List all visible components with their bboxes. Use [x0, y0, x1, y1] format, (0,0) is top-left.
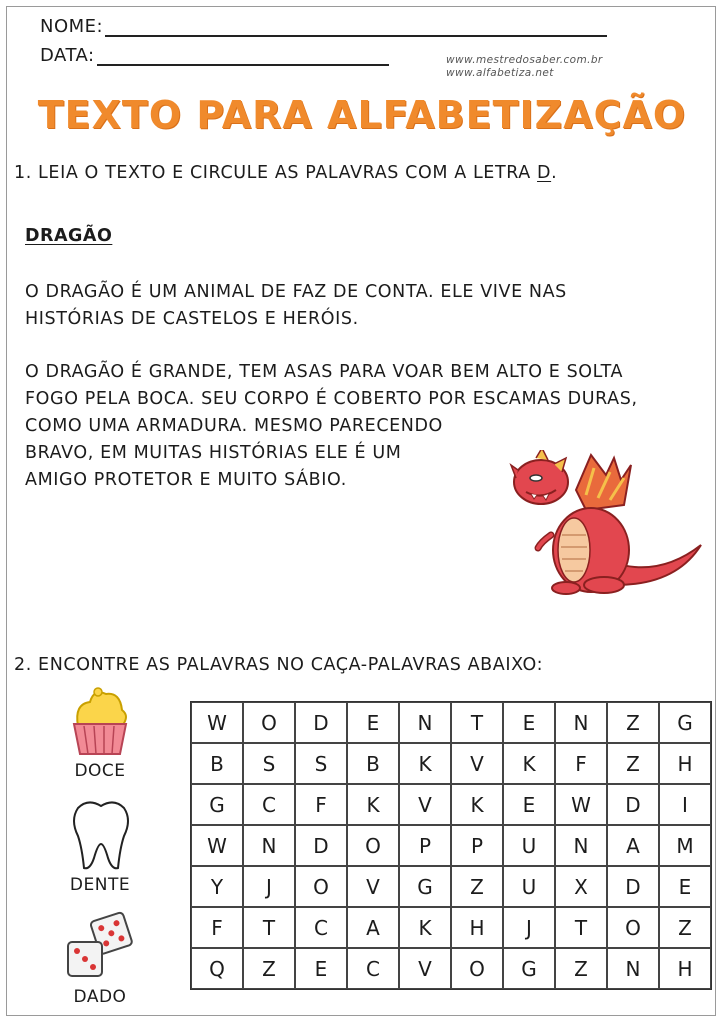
grid-cell[interactable]: V [451, 743, 503, 784]
page-title: TEXTO PARA ALFABETIZAÇÃO [37, 93, 687, 137]
grid-cell[interactable]: S [295, 743, 347, 784]
grid-cell[interactable]: Z [607, 702, 659, 743]
story-line: AMIGO PROTETOR E MUITO SÁBIO. [25, 470, 347, 490]
grid-cell[interactable]: T [451, 702, 503, 743]
grid-cell[interactable]: D [607, 784, 659, 825]
grid-cell[interactable]: D [607, 866, 659, 907]
grid-cell[interactable]: Z [659, 907, 711, 948]
tooth-icon [70, 798, 132, 872]
story-line: O DRAGÃO É UM ANIMAL DE FAZ DE CONTA. ELE VIVE NAS [25, 282, 567, 302]
grid-cell[interactable]: U [503, 866, 555, 907]
cupcake-icon [68, 686, 132, 758]
story-line: O DRAGÃO É GRANDE, TEM ASAS PARA VOAR BEM ALTO E SOLTA [25, 362, 624, 382]
grid-cell[interactable]: O [347, 825, 399, 866]
story-line: HISTÓRIAS DE CASTELOS E HERÓIS. [25, 309, 359, 329]
date-label: DATA: [40, 45, 95, 66]
grid-cell[interactable]: F [555, 743, 607, 784]
grid-cell[interactable]: Z [555, 948, 607, 989]
question-1-letter: D [537, 163, 552, 183]
grid-cell[interactable]: Z [243, 948, 295, 989]
site-url-1: www.mestredosaber.com.br [446, 54, 603, 66]
grid-cell[interactable]: W [555, 784, 607, 825]
grid-cell[interactable]: K [399, 907, 451, 948]
grid-cell[interactable]: N [555, 702, 607, 743]
grid-cell[interactable]: H [659, 948, 711, 989]
grid-cell[interactable]: T [555, 907, 607, 948]
grid-cell[interactable]: E [295, 948, 347, 989]
word-search-grid [190, 701, 712, 990]
grid-cell[interactable]: V [399, 948, 451, 989]
question-1 [14, 163, 557, 183]
grid-cell[interactable]: N [243, 825, 295, 866]
grid-cell[interactable]: A [347, 907, 399, 948]
grid-cell[interactable]: H [659, 743, 711, 784]
name-field [40, 16, 607, 37]
grid-cell[interactable]: A [607, 825, 659, 866]
grid-cell[interactable]: X [555, 866, 607, 907]
grid-cell[interactable]: F [295, 784, 347, 825]
grid-cell[interactable]: F [191, 907, 243, 948]
grid-cell[interactable]: N [555, 825, 607, 866]
grid-cell[interactable]: G [659, 702, 711, 743]
grid-cell[interactable]: K [347, 784, 399, 825]
grid-cell[interactable]: O [295, 866, 347, 907]
grid-cell[interactable]: B [191, 743, 243, 784]
grid-cell[interactable]: J [503, 907, 555, 948]
grid-cell[interactable]: D [295, 825, 347, 866]
name-label: NOME: [40, 16, 104, 37]
grid-cell[interactable]: E [503, 784, 555, 825]
name-line[interactable] [105, 17, 607, 37]
grid-cell[interactable]: N [607, 948, 659, 989]
dice-icon [64, 908, 136, 982]
grid-cell[interactable]: G [191, 784, 243, 825]
story-title: DRAGÃO [25, 226, 113, 246]
grid-cell[interactable]: V [399, 784, 451, 825]
question-1-text: 1. LEIA O TEXTO E CIRCULE AS PALAVRAS COM A LETRA [14, 163, 538, 183]
grid-cell[interactable]: W [191, 702, 243, 743]
date-line[interactable] [97, 46, 389, 66]
word-label-dado: DADO [73, 987, 127, 1007]
date-field [40, 45, 389, 66]
grid-cell[interactable]: K [451, 784, 503, 825]
grid-cell[interactable]: Z [607, 743, 659, 784]
grid-cell[interactable]: S [243, 743, 295, 784]
grid-cell[interactable]: U [503, 825, 555, 866]
grid-cell[interactable]: E [503, 702, 555, 743]
word-label-doce: DOCE [74, 761, 126, 781]
grid-cell[interactable]: Y [191, 866, 243, 907]
grid-cell[interactable]: Q [191, 948, 243, 989]
site-url-2: www.alfabetiza.net [446, 67, 554, 79]
grid-cell[interactable]: V [347, 866, 399, 907]
story-paragraph-1 [25, 279, 567, 333]
grid-cell[interactable]: N [399, 702, 451, 743]
word-label-dente: DENTE [69, 875, 131, 895]
question-1-period: . [551, 163, 558, 183]
grid-cell[interactable]: T [243, 907, 295, 948]
grid-cell[interactable]: J [243, 866, 295, 907]
grid-cell[interactable]: H [451, 907, 503, 948]
story-line: FOGO PELA BOCA. SEU CORPO É COBERTO POR ESCAMAS DURAS, [25, 389, 638, 409]
grid-cell[interactable]: I [659, 784, 711, 825]
grid-cell[interactable]: C [347, 948, 399, 989]
grid-cell[interactable]: B [347, 743, 399, 784]
grid-cell[interactable]: E [347, 702, 399, 743]
grid-cell[interactable]: M [659, 825, 711, 866]
grid-cell[interactable]: K [503, 743, 555, 784]
grid-cell[interactable]: W [191, 825, 243, 866]
grid-cell[interactable]: O [451, 948, 503, 989]
dragon-illustration [506, 450, 706, 600]
grid-cell[interactable]: D [295, 702, 347, 743]
grid-cell[interactable]: Z [451, 866, 503, 907]
grid-cell[interactable]: P [451, 825, 503, 866]
grid-cell[interactable]: C [243, 784, 295, 825]
grid-cell[interactable]: G [399, 866, 451, 907]
grid-cell[interactable]: O [243, 702, 295, 743]
grid-cell[interactable]: G [503, 948, 555, 989]
grid-cell[interactable]: P [399, 825, 451, 866]
grid-cell[interactable]: O [607, 907, 659, 948]
story-line: COMO UMA ARMADURA. MESMO PARECENDO [25, 416, 443, 436]
grid-cell[interactable]: E [659, 866, 711, 907]
grid-cell[interactable]: K [399, 743, 451, 784]
story-line: BRAVO, EM MUITAS HISTÓRIAS ELE É UM [25, 443, 402, 463]
question-2: 2. ENCONTRE AS PALAVRAS NO CAÇA-PALAVRAS ABAIXO: [14, 655, 544, 675]
grid-cell[interactable]: C [295, 907, 347, 948]
